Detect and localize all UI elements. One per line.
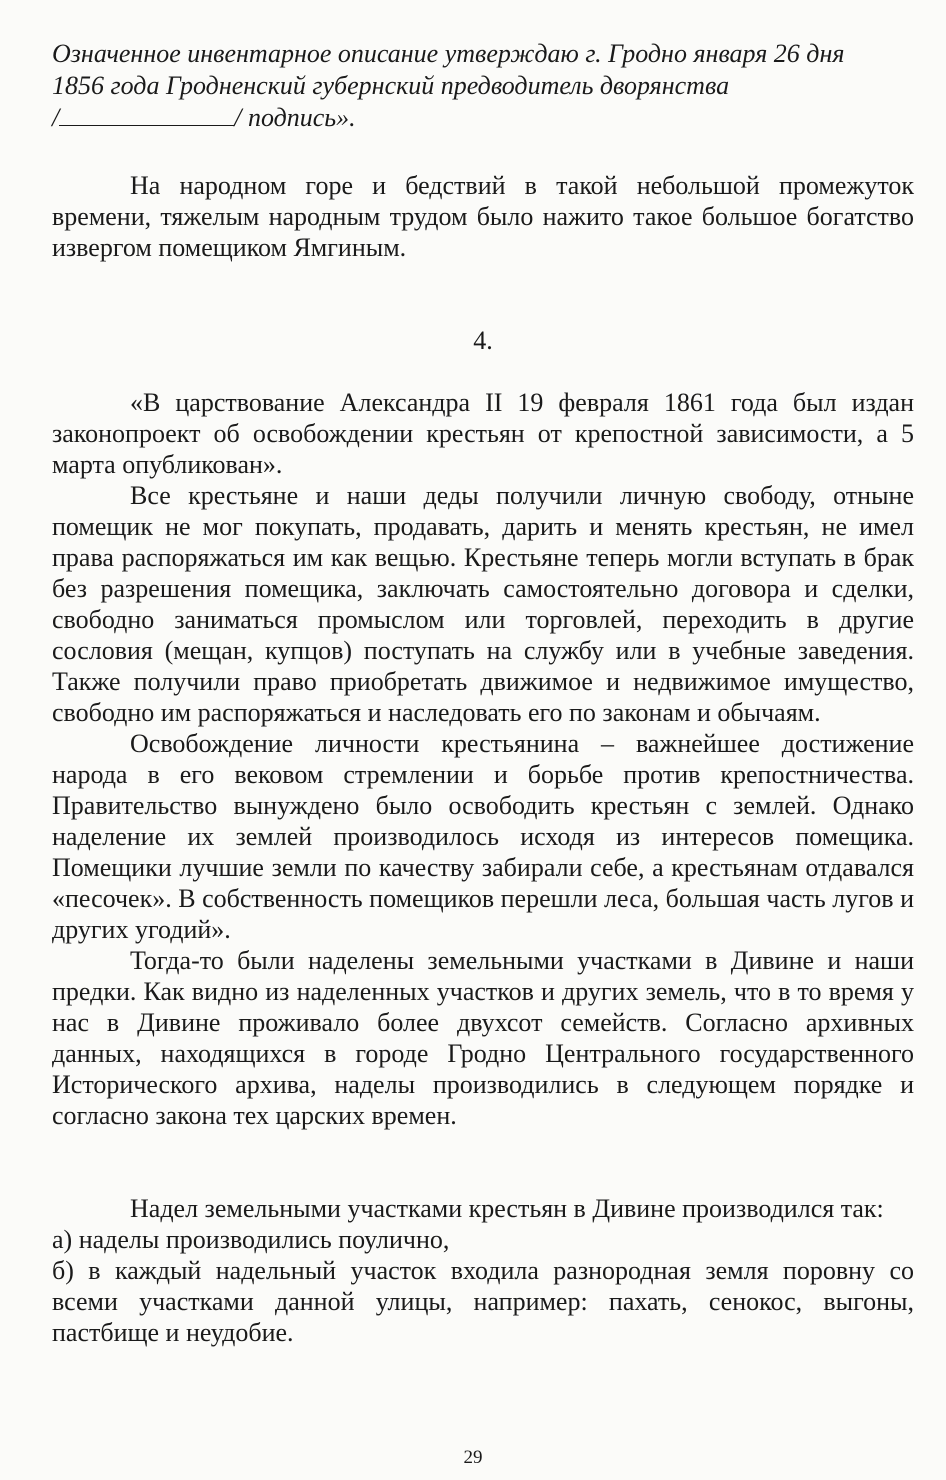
paragraph-liberation: Освобождение личности крестьянина – важнейшее достижение народа в его вековом стремлении и борьбе против крепостничества. Правительство вынуждено было освободить крестьян с землей. Однако наделение их землей производилось исходя из интересов помещика. Помещики лучшие земли по качеству забирали себе, а крестьянам отдавался «песочек». В собственность помещиков перешли леса, большая часть лугов и других угодий». bbox=[52, 729, 914, 944]
allotment-item-b: б) в каждый надельный участок входила разнородная земля поровну со всеми участками данной улицы, например: пахать, сенокос, выгоны, пастбище и неудобие. bbox=[52, 1256, 914, 1347]
signature-open-slash: / bbox=[52, 103, 60, 132]
section-body bbox=[52, 387, 914, 1131]
intro-paragraph: На народном горе и бедствий в такой небольшой промежуток времени, тяжелым народным трудом было нажито такое большое богатство извергом помещиком Ямгиным. bbox=[52, 171, 914, 262]
section-number: 4. bbox=[473, 326, 493, 355]
inventory-approval-quote bbox=[52, 38, 914, 134]
paragraph-decree: «В царствование Александра II 19 февраля 1861 года был издан законопроект об освобождении крестьян от крепостной зависимости, а 5 марта опубликован». bbox=[52, 388, 914, 479]
approval-line-1: Означенное инвентарное описание утверждаю г. Гродно января 26 дня bbox=[52, 39, 845, 68]
signature-blank bbox=[59, 105, 234, 126]
approval-signature-line bbox=[52, 102, 914, 134]
paragraph-personal-freedom: Все крестьяне и наши деды получили личную свободу, отныне помещик не мог покупать, продавать, дарить и менять крестьян, не имел права распоряжаться им как вещью. Крестьяне теперь могли вступать в брак без разрешения помещика, заключать самостоятельно договора и сделки, свободно заниматься промыслом или торговлей, переходить в другие сословия (мещан, купцов) поступать на службу или в учебные заведения. Также получили право приобретать движимое и недвижимое имущество, свободно им распоряжаться и наследовать его по законам и обычаям. bbox=[52, 481, 914, 727]
paragraph-divin-allotment: Тогда-то были наделены земельными участками в Дивине и наши предки. Как видно из наделенных участков и других земель, что в то время у нас в Дивине проживало более двухсот семейств. Согласно архивных данных, находящихся в городе Гродно Центрального государственного Исторического архива, наделы производились в следующем порядке и согласно закона тех царских времен. bbox=[52, 946, 914, 1130]
allotment-block bbox=[52, 1193, 914, 1348]
allotment-item-a: а) наделы производились поулично, bbox=[52, 1225, 450, 1254]
document-page bbox=[52, 38, 914, 1348]
page-number: 29 bbox=[463, 1447, 483, 1468]
approval-line-2: 1856 года Гродненский губернский предводитель дворянства bbox=[52, 71, 730, 100]
signature-caption: / подпись». bbox=[234, 103, 356, 132]
allotment-heading: Надел земельными участками крестьян в Дивине производился так: bbox=[130, 1194, 884, 1223]
